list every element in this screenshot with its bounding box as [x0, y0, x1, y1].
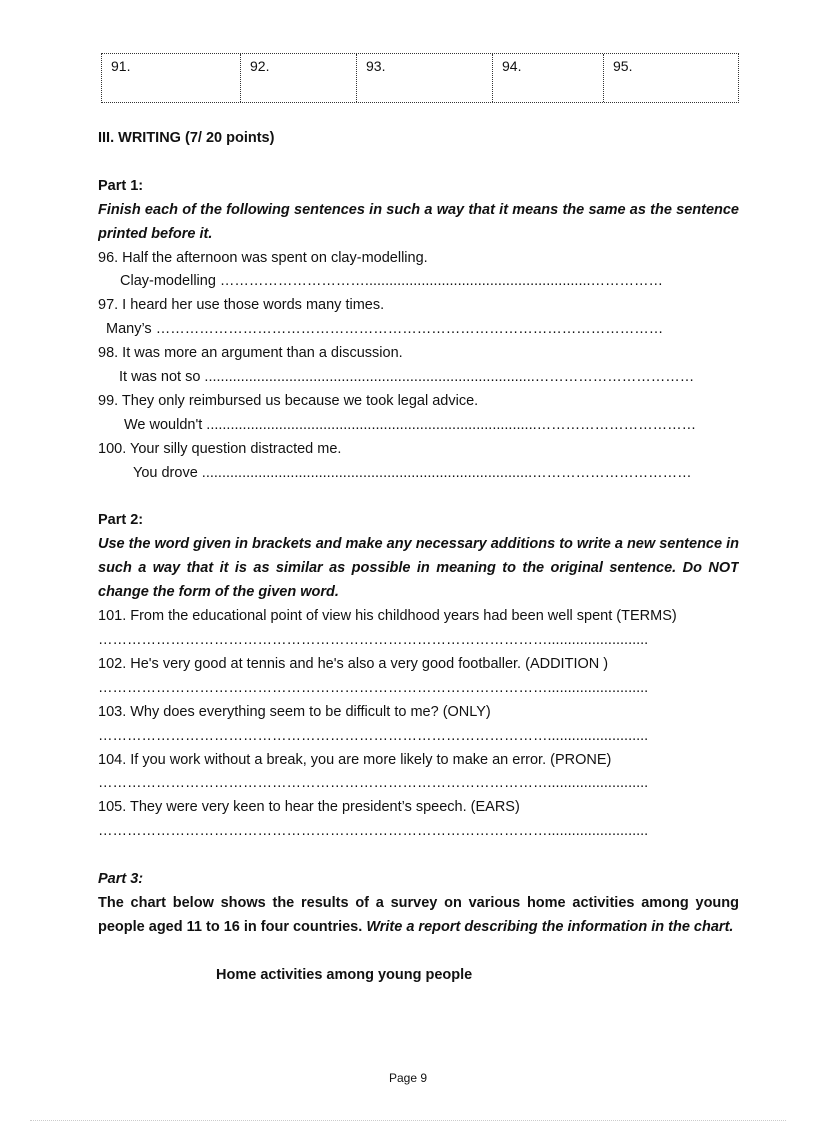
- part3-instruction-task: Write a report describing the information in the chart.: [366, 918, 734, 935]
- question-105: 105. They were very keen to hear the president’s speech. (EARS): [98, 799, 520, 816]
- answer-line-98[interactable]: It was not so ..................................................................................……………………………: [119, 369, 695, 386]
- part3-instruction-text: The chart below shows the results of a survey on various home activities among young people aged 11 to 16 in four countries.: [98, 894, 739, 935]
- answer-table: [101, 53, 739, 103]
- answer-cell-94: 94.: [493, 54, 604, 102]
- answer-cell-95: 95.: [613, 58, 633, 74]
- part3-heading: Part 3:: [98, 871, 144, 888]
- page-bottom-rule: [30, 1120, 786, 1121]
- question-98: 98. It was more an argument than a discussion.: [98, 345, 403, 362]
- part2-heading: Part 2:: [98, 512, 144, 529]
- question-101: 101. From the educational point of view his childhood years had been well spent (TERMS): [98, 608, 677, 625]
- question-102: 102. He's very good at tennis and he's also a very good footballer. (ADDITION ): [98, 655, 609, 672]
- question-99: 99. They only reimbursed us because we took legal advice.: [98, 392, 479, 409]
- part2-instruction: Use the word given in brackets and make any necessary additions to write a new sentence in such a way that it is as similar as possible in meaning to the original sentence. Do NOT change the form of the given word.: [98, 536, 739, 601]
- chart-title: Home activities among young people: [216, 966, 473, 983]
- answer-line-96[interactable]: Clay-modelling …………………………........................................................……………: [120, 273, 664, 290]
- section-title: III. WRITING (7/ 20 points): [98, 130, 275, 146]
- answer-line-97[interactable]: Many’s ……………………………………………………………………………………………: [106, 321, 664, 338]
- page-number: Page 9: [388, 1071, 428, 1085]
- question-103: 103. Why does everything seem to be difficult to me? (ONLY): [98, 703, 491, 720]
- question-96: 96. Half the afternoon was spent on clay-modelling.: [98, 249, 428, 266]
- answer-line-99[interactable]: We wouldn't ..................................................................................……………………………: [124, 416, 697, 433]
- answer-cell-91: 91.: [102, 54, 241, 102]
- answer-line-100[interactable]: You drove ..................................................................................……………………………: [133, 464, 692, 481]
- worksheet-content: [98, 127, 739, 988]
- answer-line-101[interactable]: ………………………………………………………………………………….........................: [98, 632, 649, 648]
- part3-instruction: [98, 892, 739, 940]
- answer-cell-93: 93.: [357, 54, 493, 102]
- answer-line-102[interactable]: ………………………………………………………………………………….........................: [98, 679, 649, 696]
- answer-cell-92: 92.: [241, 54, 357, 102]
- answer-line-103[interactable]: ………………………………………………………………………………….........................: [98, 727, 649, 744]
- question-104: 104. If you work without a break, you are more likely to make an error. (PRONE): [98, 751, 612, 768]
- question-97: 97. I heard her use those words many times.: [98, 297, 385, 314]
- question-100: 100. Your silly question distracted me.: [98, 440, 342, 457]
- answer-line-105[interactable]: ………………………………………………………………………………….........................: [98, 823, 649, 840]
- part1-heading: Part 1:: [98, 177, 144, 194]
- part1-instruction: Finish each of the following sentences in such a way that it means the same as the sentence printed before it.: [98, 201, 739, 242]
- answer-line-104[interactable]: ………………………………………………………………………………….........................: [98, 775, 649, 792]
